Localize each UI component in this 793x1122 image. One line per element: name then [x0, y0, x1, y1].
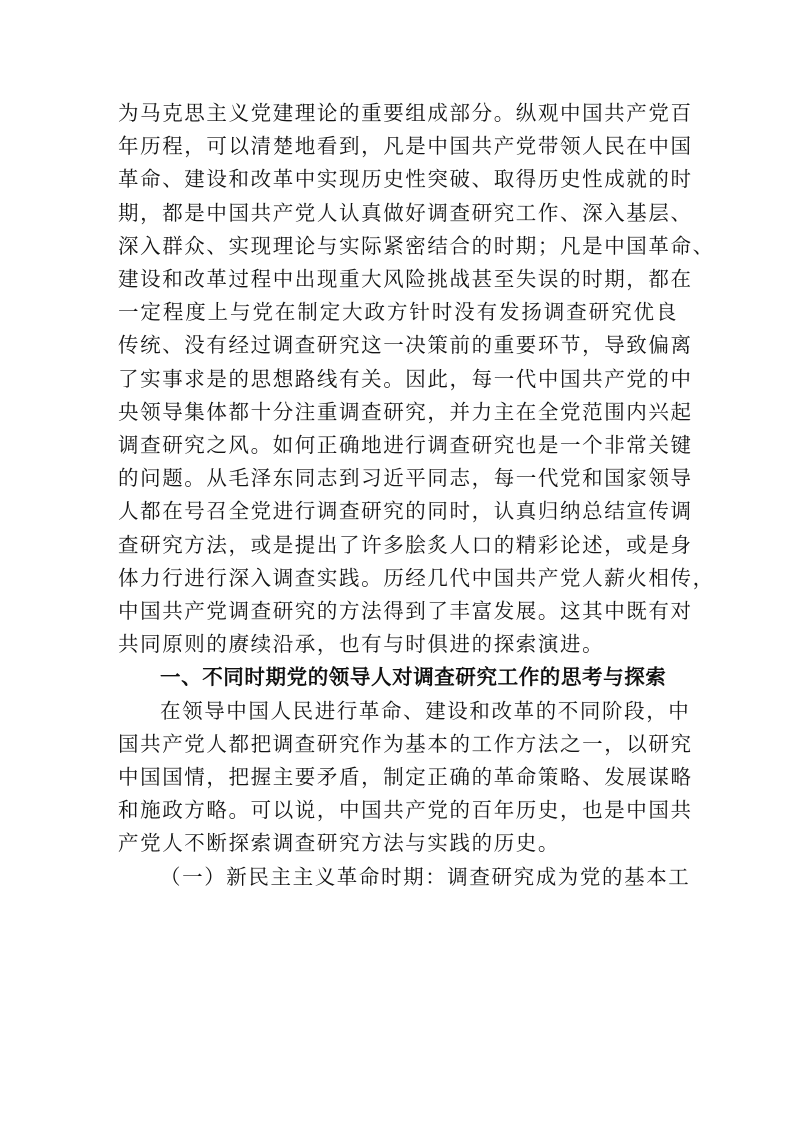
paragraph-line: 中国国情，把握主要矛盾，制定正确的革命策略、发展谋略 [118, 765, 693, 790]
paragraph-line: 产党人不断探索调查研究方法与实践的历史。 [118, 831, 560, 856]
paragraph-line: 一定程度上与党在制定大政方针时没有发扬调查研究优良 [118, 300, 678, 325]
paragraph-line: 为马克思主义党建理论的重要组成部分。纵观中国共产党百 [118, 101, 693, 125]
paragraph-line: 建设和改革过程中出现重大风险挑战甚至失误的时期，都在 [118, 267, 693, 292]
paragraph-line: 共同原则的赓续沿承，也有与时俱进的探索演进。 [118, 632, 605, 657]
paragraph-line: 人都在号召全党进行调查研究的同时，认真归纳总结宣传调 [118, 499, 693, 524]
paragraph-1 [118, 97, 715, 661]
paragraph-line: 中国共产党调查研究的方法得到了丰富发展。这其中既有对 [118, 599, 693, 624]
paragraph-line: 体力行进行深入调查实践。历经几代中国共产党人薪火相传， [118, 565, 715, 590]
paragraph-line: 和施政方略。可以说，中国共产党的百年历史，也是中国共 [118, 798, 693, 823]
subsection-heading: （一）新民主主义革命时期：调查研究成为党的基本工 [160, 864, 691, 889]
paragraph-line: 年历程，可以清楚地看到，凡是中国共产党带领人民在中国 [118, 134, 693, 159]
paragraph-2 [118, 695, 693, 861]
paragraph-line: 调查研究之风。如何正确地进行调查研究也是一个非常关键 [118, 433, 693, 458]
paragraph-line: 的问题。从毛泽东同志到习近平同志，每一代党和国家领导 [118, 466, 693, 491]
paragraph-line: 国共产党人都把调查研究作为基本的工作方法之一，以研究 [118, 731, 693, 756]
paragraph-line: 传统、没有经过调查研究这一决策前的重要环节，导致偏离 [118, 333, 693, 358]
paragraph-line: 在领导中国人民进行革命、建设和改革的不同阶段，中 [160, 698, 691, 723]
paragraph-line: 了实事求是的思想路线有关。因此，每一代中国共产党的中 [118, 366, 693, 391]
paragraph-line: 期，都是中国共产党人认真做好调查研究工作、深入基层、 [118, 200, 693, 225]
paragraph-line: 革命、建设和改革中实现历史性突破、取得历史性成就的时 [118, 167, 693, 192]
paragraph-line: 查研究方法，或是提出了许多脍炙人口的精彩论述，或是身 [118, 532, 693, 557]
paragraph-line: 深入群众、实现理论与实际紧密结合的时期；凡是中国革命、 [118, 233, 715, 258]
document-body [118, 97, 715, 894]
paragraph-line: 央领导集体都十分注重调查研究，并力主在全党范围内兴起 [118, 399, 693, 424]
section-heading: 一、不同时期党的领导人对调查研究工作的思考与探索 [160, 665, 667, 690]
